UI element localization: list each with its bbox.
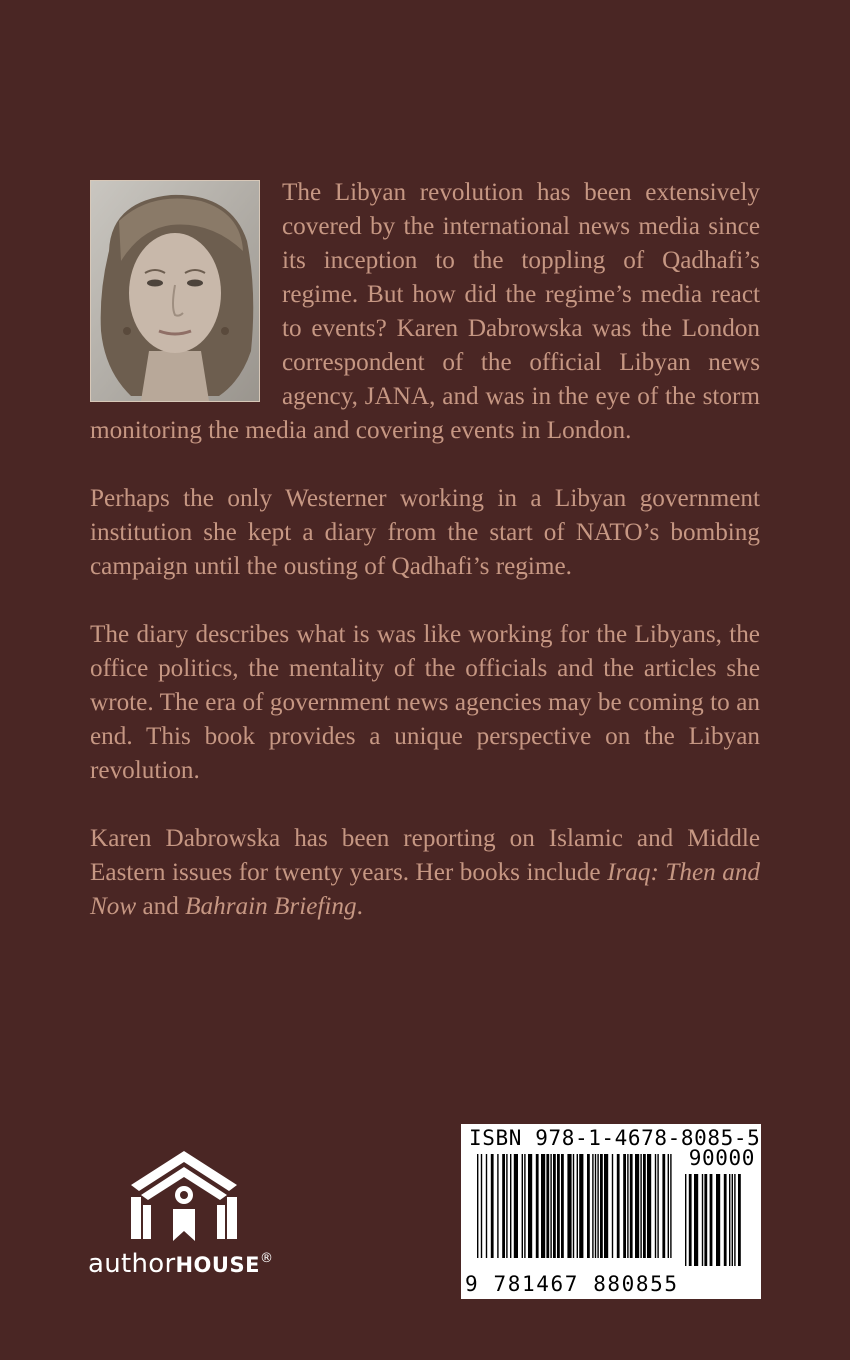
barcode-bar — [553, 1154, 556, 1258]
book-title-bahrain: Bahrain Briefing — [185, 893, 357, 920]
barcode-bar — [655, 1154, 656, 1258]
blurb — [90, 176, 760, 958]
isbn-label: ISBN 978-1-4678-8085-5 — [469, 1126, 761, 1150]
barcode-bar — [734, 1174, 735, 1266]
blurb-paragraph-2: Perhaps the only Westerner working in a Libyan government institution she kept a diary from the start of NATO’s bombing campaign until the ousting of Qadhafi’s regime. — [90, 485, 760, 580]
barcode-bar — [657, 1154, 658, 1258]
barcode-bar — [579, 1154, 583, 1258]
barcode-digits: 9 781467 880855 — [465, 1272, 679, 1296]
barcode-bar — [491, 1154, 494, 1258]
barcode-bar — [486, 1154, 487, 1258]
barcode-bar — [604, 1154, 608, 1258]
barcode-bar — [640, 1154, 641, 1258]
barcode-bar — [592, 1154, 593, 1258]
barcode-bar — [600, 1154, 603, 1258]
barcode-bar — [595, 1154, 596, 1258]
barcode-bar — [502, 1154, 505, 1258]
barcode-bar — [732, 1174, 733, 1266]
authorhouse-house-logo-icon — [125, 1145, 243, 1243]
barcode-bar — [716, 1174, 720, 1266]
barcode-bar — [710, 1174, 713, 1266]
barcode-bar — [704, 1174, 707, 1266]
barcode-bar — [689, 1174, 692, 1266]
barcode-bar — [536, 1154, 539, 1258]
barcode-bar — [561, 1154, 564, 1258]
barcode-bar — [630, 1154, 633, 1258]
barcode-bar — [567, 1154, 571, 1258]
barcode-bar — [668, 1154, 669, 1258]
barcode-bar — [597, 1154, 598, 1258]
publisher-logo — [88, 1145, 288, 1285]
barcode-bar — [623, 1154, 626, 1258]
barcode-bar — [550, 1154, 551, 1258]
book-title-iraq: Iraq: Then and Now — [90, 859, 761, 920]
barcode-bar — [587, 1154, 590, 1258]
barcode-bar — [522, 1154, 523, 1258]
barcode-bar — [506, 1154, 507, 1258]
barcode-bar — [541, 1154, 545, 1258]
blurb-paragraph-1: The Libyan revolution has been extensively covered by the international news media since its inception to the toppling of Qadhafi’s regime. But how did the regime’s media react to events? Karen Dabrowska was the London correspondent of the official Libyan news agency, JANA, and was in the eye of the storm monitoring the media and covering events in London. — [90, 179, 760, 444]
barcode-bar — [477, 1154, 478, 1258]
ean13-bars — [475, 1154, 675, 1258]
barcode-bar — [524, 1154, 525, 1258]
barcode-bar — [557, 1154, 560, 1258]
barcode-bar — [528, 1154, 532, 1258]
barcode-bar — [497, 1154, 498, 1258]
barcode-bar — [612, 1154, 613, 1258]
barcode-bar — [662, 1154, 665, 1258]
barcode-bar — [729, 1174, 730, 1266]
blurb-paragraph-3: The diary describes what is was like working for the Libyans, the office politics, the mentality of the officials and the articles she wrote. The era of government news agencies may be coming to an end. This book provides a unique perspective on the Libyan revolution. — [90, 621, 760, 784]
barcode-bar — [577, 1154, 578, 1258]
barcode-bar — [546, 1154, 549, 1258]
barcode-bar — [617, 1154, 620, 1258]
barcode-bar — [573, 1154, 574, 1258]
barcode-bar — [643, 1154, 646, 1258]
barcode-bar — [702, 1174, 703, 1266]
barcode-bar — [481, 1154, 482, 1258]
barcode-bar — [627, 1154, 628, 1258]
author-photo — [90, 180, 260, 402]
author-bio: Karen Dabrowska has been reporting on Islamic and Middle Eastern issues for twenty years. Her books include Iraq: Then and Now and Bahrain Briefing. — [90, 825, 761, 920]
barcode-bar — [694, 1174, 698, 1266]
barcode-bar — [510, 1154, 511, 1258]
barcode-bar — [635, 1154, 639, 1258]
barcode-bar — [738, 1174, 741, 1266]
barcode-bar — [724, 1174, 727, 1266]
barcode — [461, 1124, 761, 1299]
price-code: 90000 — [688, 1146, 755, 1170]
addon-bars — [683, 1174, 749, 1266]
barcode-bar — [647, 1154, 651, 1258]
barcode-bar — [514, 1154, 518, 1258]
barcode-bar — [670, 1154, 671, 1258]
barcode-bar — [685, 1174, 686, 1266]
publisher-name: authorHOUSE® — [88, 1249, 273, 1279]
